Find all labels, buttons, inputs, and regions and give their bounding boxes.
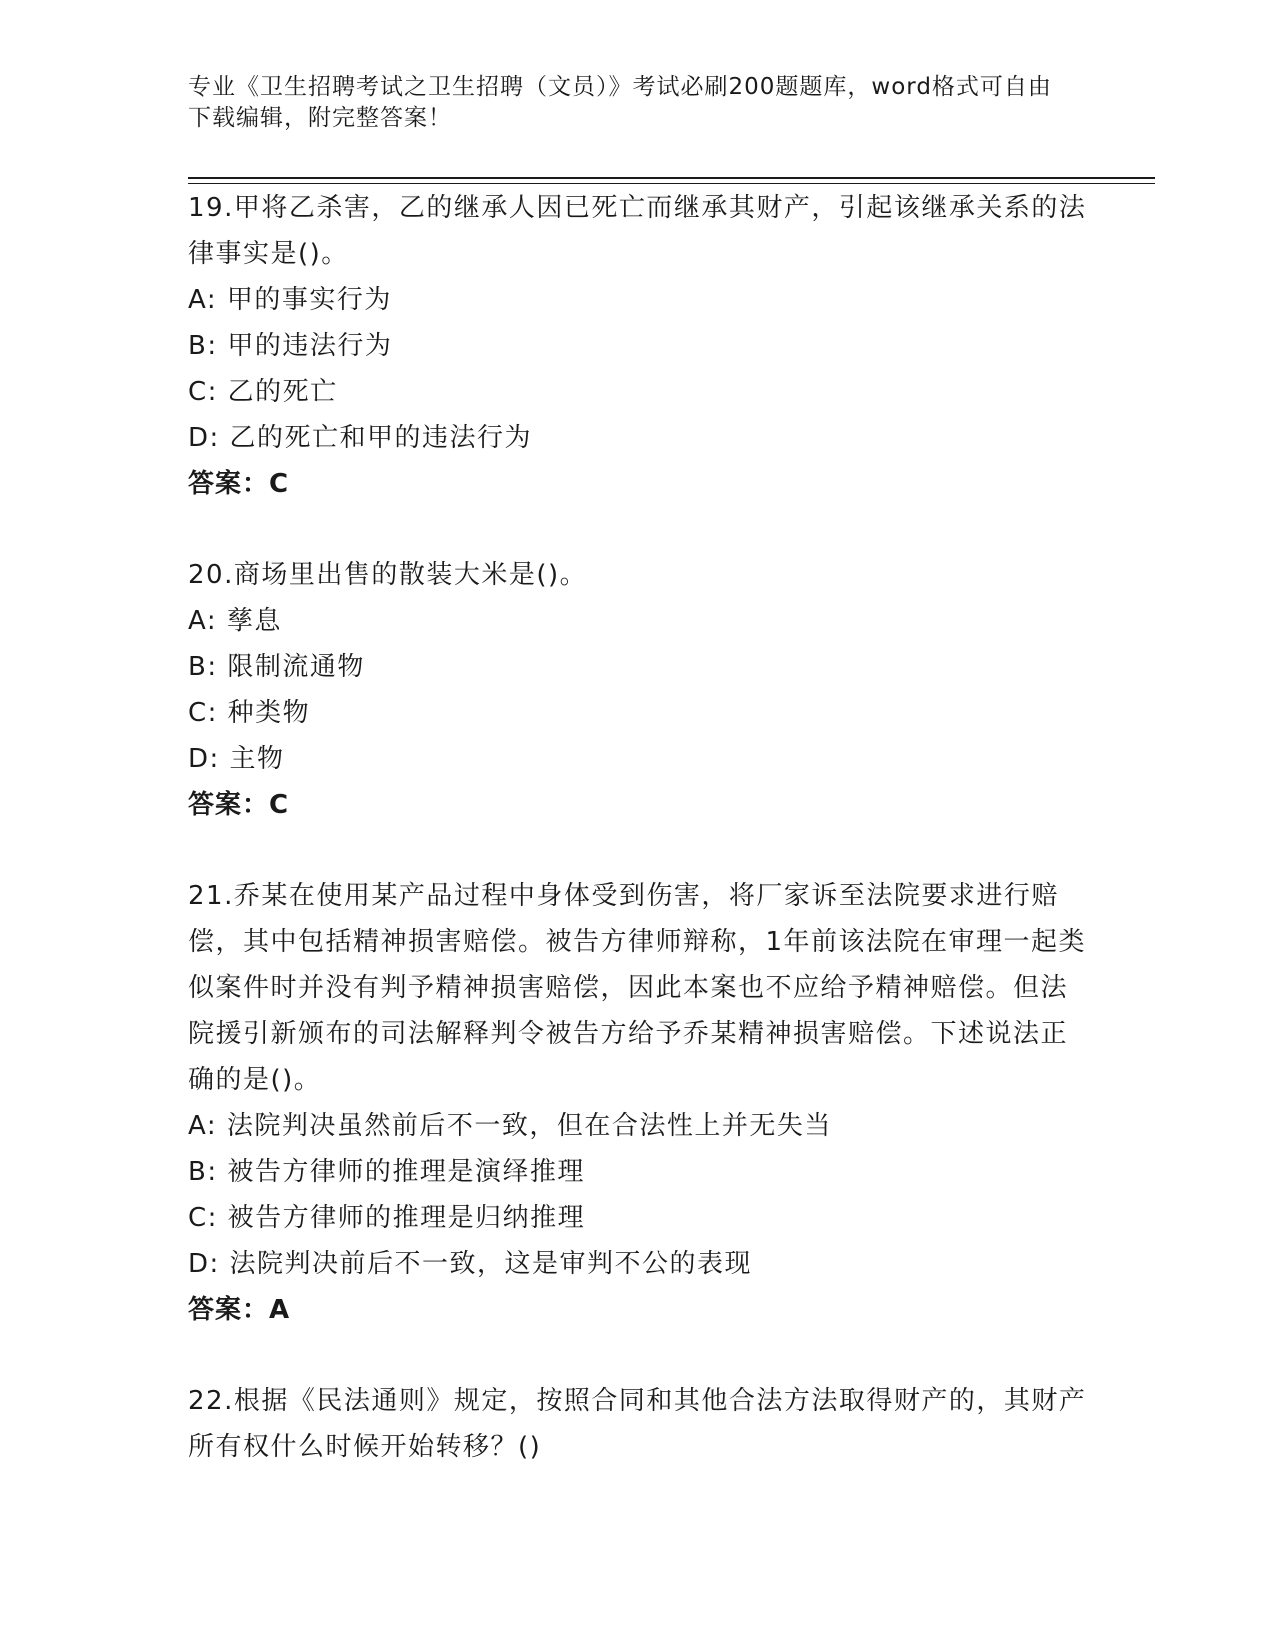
- option-a: A: 甲的事实行为: [188, 285, 392, 315]
- option-b: B: 被告方律师的推理是演绎推理: [188, 1157, 585, 1187]
- option-d: D: 乙的死亡和甲的违法行为: [188, 423, 533, 453]
- question-gap: [188, 1333, 1088, 1378]
- option-d: D: 主物: [188, 744, 285, 774]
- question-19: [188, 185, 1088, 507]
- option-d: D: 法院判决前后不一致，这是审判不公的表现: [188, 1249, 753, 1279]
- question-20: [188, 552, 1088, 828]
- option-c: C: 被告方律师的推理是归纳推理: [188, 1203, 586, 1233]
- header-rule-thin: [188, 183, 1155, 184]
- question-gap: [188, 828, 1088, 873]
- header-rule-thick: [188, 177, 1155, 179]
- question-gap: [188, 507, 1088, 552]
- question-list: [188, 185, 1088, 1470]
- question-stem: 21.乔某在使用某产品过程中身体受到伤害，将厂家诉至法院要求进行赔偿，其中包括精神损害赔偿。被告方律师辩称，1年前该法院在审理一起类似案件时并没有判予精神损害赔偿，因此本案也不应给予精神赔偿。但法院援引新颁布的司法解释判令被告方给予乔某精神损害赔偿。下述说法正确的是()。: [188, 881, 1087, 1095]
- question-stem: 22.根据《民法通则》规定，按照合同和其他合法方法取得财产的，其财产所有权什么时候开始转移？(): [188, 1386, 1087, 1462]
- option-c: C: 乙的死亡: [188, 377, 338, 407]
- document-header: 专业《卫生招聘考试之卫生招聘（文员）》考试必刷200题题库，word格式可自由下载编辑，附完整答案！: [188, 74, 1052, 131]
- question-stem: 19.甲将乙杀害，乙的继承人因已死亡而继承其财产，引起该继承关系的法律事实是()。: [188, 193, 1087, 269]
- option-b: B: 甲的违法行为: [188, 331, 393, 361]
- option-a: A: 孳息: [188, 606, 282, 636]
- answer-line: 答案：C: [188, 790, 290, 820]
- answer-line: 答案：A: [188, 1295, 291, 1325]
- question-stem: 20.商场里出售的散装大米是()。: [188, 560, 588, 590]
- question-22: [188, 1378, 1088, 1470]
- option-a: A: 法院判决虽然前后不一致，但在合法性上并无失当: [188, 1111, 832, 1141]
- question-21: [188, 873, 1088, 1333]
- option-b: B: 限制流通物: [188, 652, 365, 682]
- answer-line: 答案：C: [188, 469, 290, 499]
- option-c: C: 种类物: [188, 698, 311, 728]
